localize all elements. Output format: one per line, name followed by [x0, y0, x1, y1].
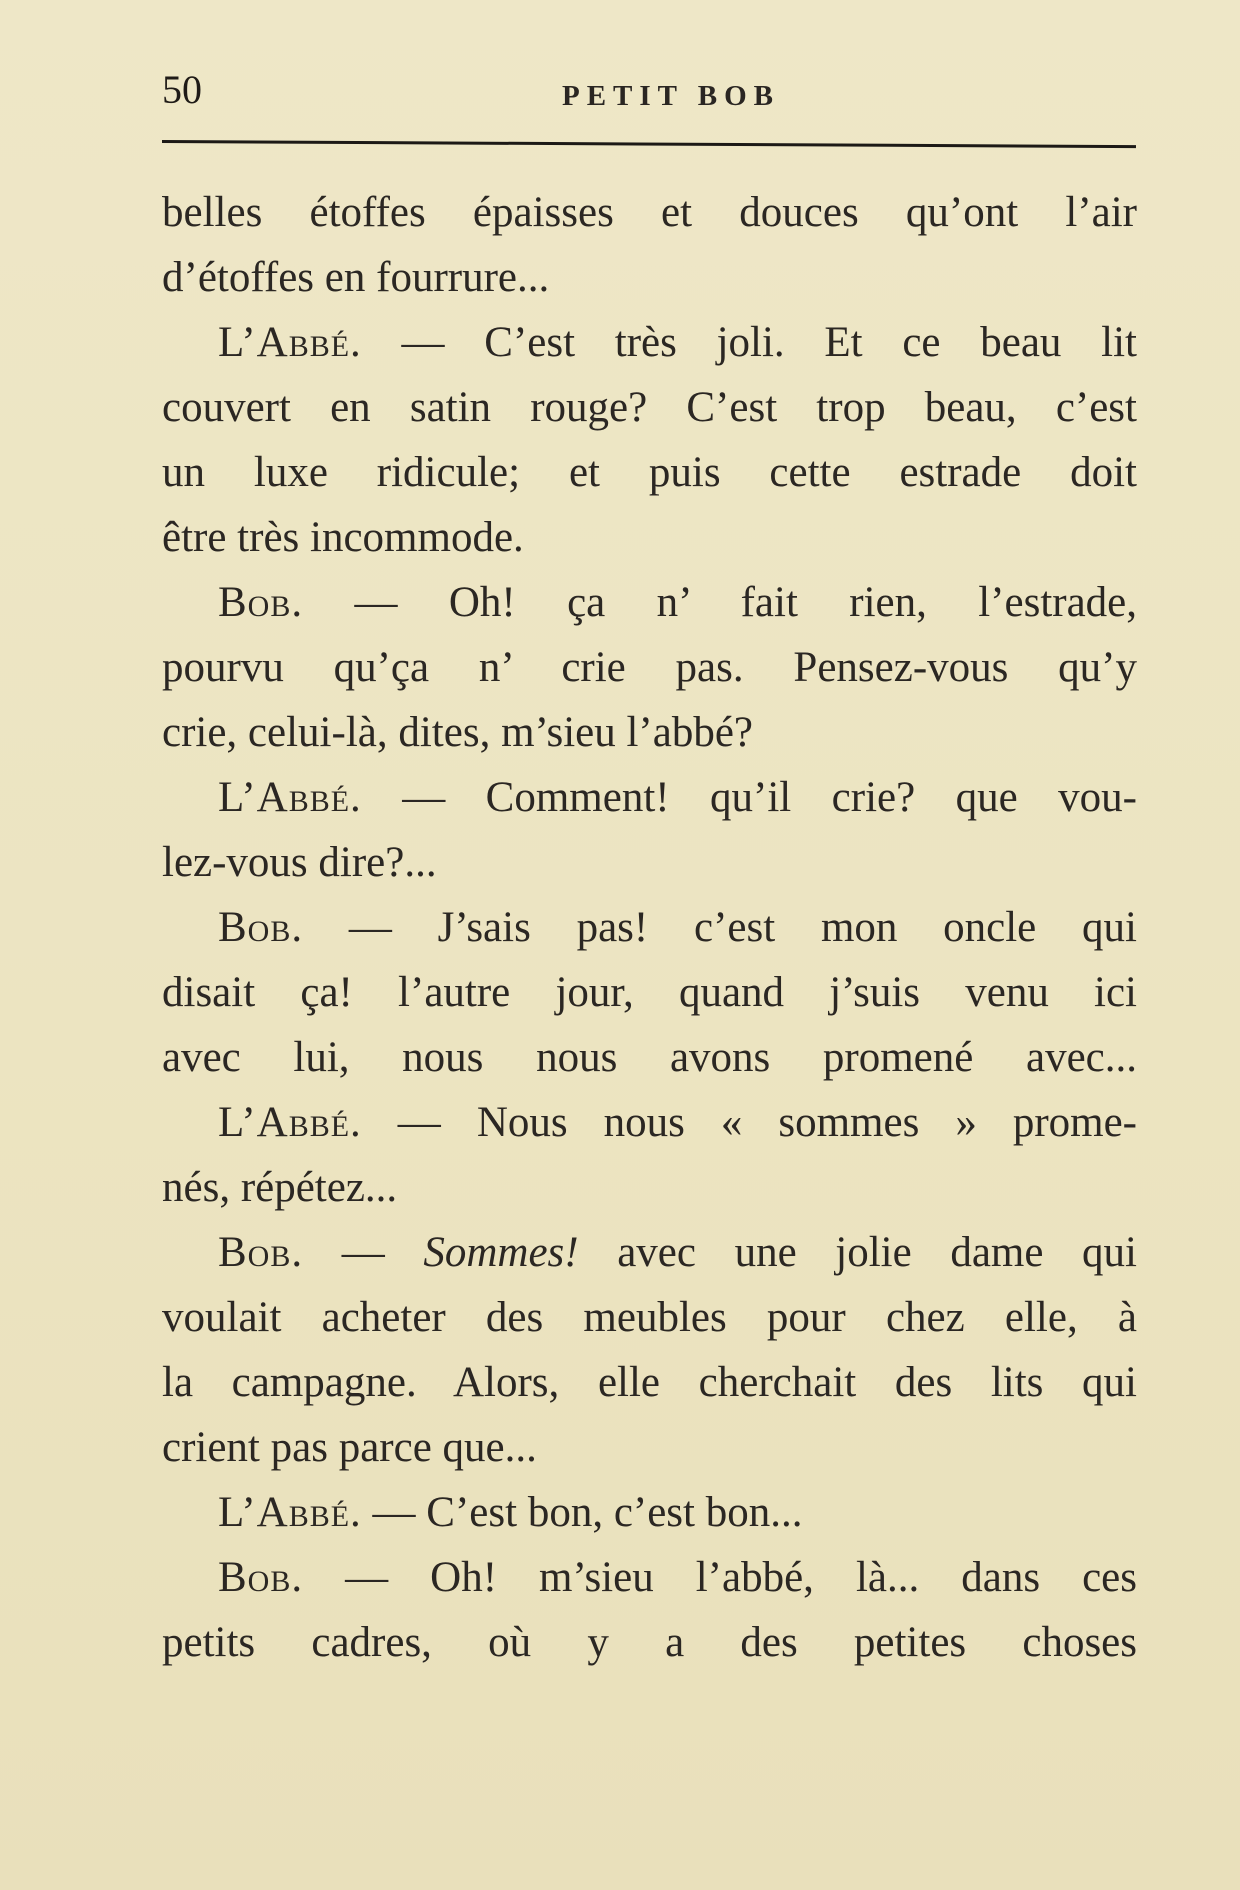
text-line: avec lui, nous nous avons promené avec...: [162, 1034, 1137, 1081]
speaker-name: L’Abbé.: [218, 774, 362, 821]
emphasis: Sommes!: [423, 1229, 579, 1276]
text-line: lez-vous dire?...: [162, 839, 437, 886]
speaker-name: Bob.: [218, 904, 304, 951]
page-number: 50: [162, 67, 202, 112]
speaker-name: L’Abbé.: [218, 319, 362, 366]
page-body: [162, 180, 1137, 1675]
page-header: [162, 66, 1137, 126]
text-line: crie, celui-là, dites, m’sieu l’abbé?: [162, 709, 753, 756]
speaker-name: L’Abbé.: [218, 1489, 362, 1536]
text-line: la campagne. Alors, elle cherchait des lits qui: [162, 1359, 1137, 1406]
text-line: nés, répétez...: [162, 1164, 398, 1211]
text-line: un luxe ridicule; et puis cette estrade doit: [162, 449, 1137, 496]
header-rule: [162, 140, 1136, 148]
dialogue-line: L’Abbé. — C’est très joli. Et ce beau lit: [218, 319, 1137, 366]
dialogue-line: L’Abbé. — Comment! qu’il crie? que vou-: [218, 774, 1137, 821]
text-line: d’étoffes en fourrure...: [162, 254, 550, 301]
text-line: crient pas parce que...: [162, 1424, 537, 1471]
dialogue-line: L’Abbé. — C’est bon, c’est bon...: [218, 1489, 803, 1536]
text-line: petits cadres, où y a des petites choses: [162, 1619, 1137, 1666]
text-line: pourvu qu’ça n’ crie pas. Pensez-vous qu’y: [162, 644, 1137, 691]
text-line: voulait acheter des meubles pour chez elle, à: [162, 1294, 1137, 1341]
speaker-name: L’Abbé.: [218, 1099, 362, 1146]
text-line: couvert en satin rouge? C’est trop beau, c’est: [162, 384, 1137, 431]
text-line: belles étoffes épaisses et douces qu’ont l’air: [162, 189, 1137, 236]
dialogue-line: Bob. — Sommes! avec une jolie dame qui: [218, 1229, 1137, 1276]
dialogue-line: L’Abbé. — Nous nous « sommes » prome-: [218, 1099, 1137, 1146]
dialogue-line: Bob. — Oh! ça n’ fait rien, l’estrade,: [218, 579, 1137, 626]
text-line: disait ça! l’autre jour, quand j’suis venu ici: [162, 969, 1137, 1016]
text-line: être très incommode.: [162, 514, 524, 561]
speaker-name: Bob.: [218, 1229, 304, 1276]
speaker-name: Bob.: [218, 1554, 304, 1601]
speaker-name: Bob.: [218, 579, 304, 626]
dialogue-line: Bob. — Oh! m’sieu l’abbé, là... dans ces: [218, 1554, 1137, 1601]
dialogue-line: Bob. — J’sais pas! c’est mon oncle qui: [218, 904, 1137, 951]
running-title: PETIT BOB: [562, 80, 780, 112]
